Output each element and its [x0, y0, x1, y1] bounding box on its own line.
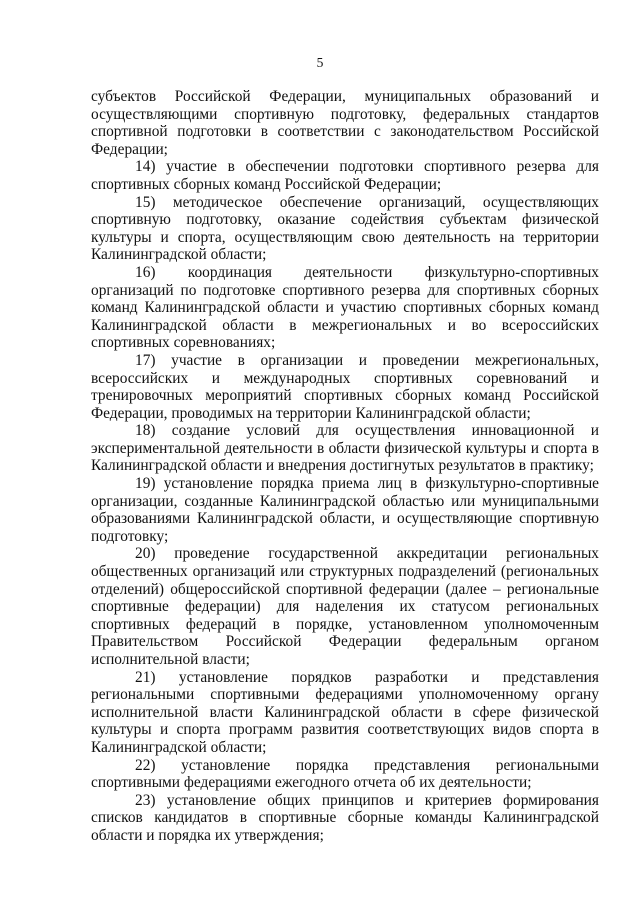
- page-number: 5: [316, 55, 324, 70]
- paragraph-item-17: 17) участие в организации и проведении межрегиональных, всероссийских и международных спортивных соревнований и тренировочных мероприятий спортивных сборных команд Российской Федерации, проводимых на территории Калининградской области;: [91, 351, 599, 422]
- paragraph-item-19: 19) установление порядка приема лиц в физкультурно-спортивные организации, созданные Калининградской областью или муниципальными образованиями Калининградской области, и осуществляющие спортивную подготовку;: [91, 475, 599, 545]
- paragraph-item-14: 14) участие в обеспечении подготовки спортивного резерва для спортивных сборных команд Российской Федерации;: [91, 158, 599, 193]
- paragraph-item-18: 18) создание условий для осуществления инновационной и экспериментальной деятельности в области физической культуры и спорта в Калининградской области и внедрения достигнутых результатов в практику;: [91, 422, 599, 475]
- paragraph-continuation: субъектов Российской Федерации, муниципальных образований и осуществляющими спортивную подготовку, федеральных стандартов спортивной подготовки в соответствии с законодательством Российской Федерации;: [91, 88, 599, 158]
- paragraph-item-20: 20) проведение государственной аккредитации региональных общественных организаций или структурных подразделений (региональных отделений) общероссийской спортивной федерации (далее – региональные спортивные федерации) для наделения их статусом региональных спортивных федераций в порядке, установленном уполномоченным Правительством Российской Федерации федеральным органом исполнительной власти;: [91, 545, 599, 668]
- document-body: [91, 88, 599, 845]
- paragraph-item-16: 16) координация деятельности физкультурно-спортивных организаций по подготовке спортивного резерва для спортивных сборных команд Калининградской области и участию спортивных сборных команд Калининградской области в межрегиональных и во всероссийских спортивных соревнованиях;: [91, 263, 599, 352]
- paragraph-item-23: 23) установление общих принципов и критериев формирования списков кандидатов в спортивные сборные команды Калининградской области и порядка их утверждения;: [91, 791, 599, 844]
- paragraph-item-15: 15) методическое обеспечение организаций, осуществляющих спортивную подготовку, оказание содействия субъектам физической культуры и спорта, осуществляющим свою деятельность на территории Калининградской области;: [91, 193, 599, 264]
- paragraph-item-21: 21) установление порядков разработки и представления региональными спортивными федерациями уполномоченному органу исполнительной власти Калининградской области в сфере физической культуры и спорта программ развития соответствующих видов спорта в Калининградской области;: [91, 668, 599, 756]
- paragraph-item-22: 22) установление порядка представления региональными спортивными федерациями ежегодного отчета об их деятельности;: [91, 756, 599, 792]
